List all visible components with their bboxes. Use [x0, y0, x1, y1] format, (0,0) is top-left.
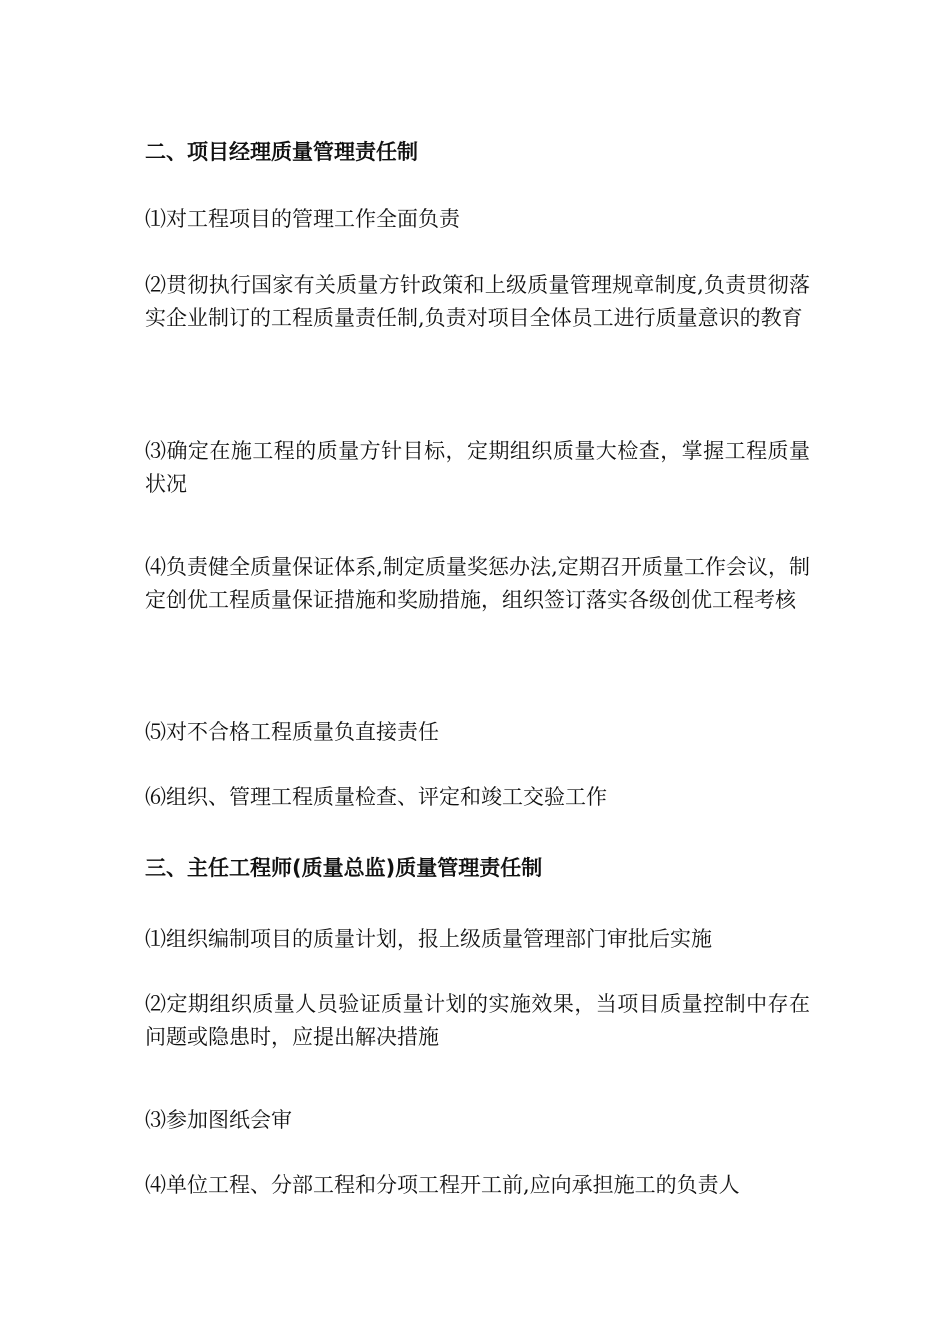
list-item: ⑶确定在施工程的质量方针目标，定期组织质量大检查，掌握工程质量状况	[145, 439, 810, 496]
list-item: ⑸对不合格工程质量负直接责任	[145, 720, 439, 744]
list-item: ⑷单位工程、分部工程和分项工程开工前,应向承担施工的负责人	[145, 1173, 740, 1197]
section-heading-chief-engineer: 三、主任工程师(质量总监)质量管理责任制	[145, 856, 543, 880]
section-heading-project-manager: 二、项目经理质量管理责任制	[145, 140, 418, 164]
list-item: ⑵定期组织质量人员验证质量计划的实施效果，当项目质量控制中存在问题或隐患时，应提出解决措施	[145, 992, 810, 1049]
list-item: ⑹组织、管理工程质量检查、评定和竣工交验工作	[145, 785, 607, 809]
list-item: ⑴对工程项目的管理工作全面负责	[145, 207, 460, 231]
list-item: ⑴组织编制项目的质量计划，报上级质量管理部门审批后实施	[145, 927, 712, 951]
list-item: ⑷负责健全质量保证体系,制定质量奖惩办法,定期召开质量工作会议，制定创优工程质量保证措施和奖励措施，组织签订落实各级创优工程考核	[145, 555, 810, 612]
list-item: ⑶参加图纸会审	[145, 1108, 292, 1132]
list-item: ⑵贯彻执行国家有关质量方针政策和上级质量管理规章制度,负责贯彻落实企业制订的工程质量责任制,负责对项目全体员工进行质量意识的教育	[145, 273, 810, 330]
